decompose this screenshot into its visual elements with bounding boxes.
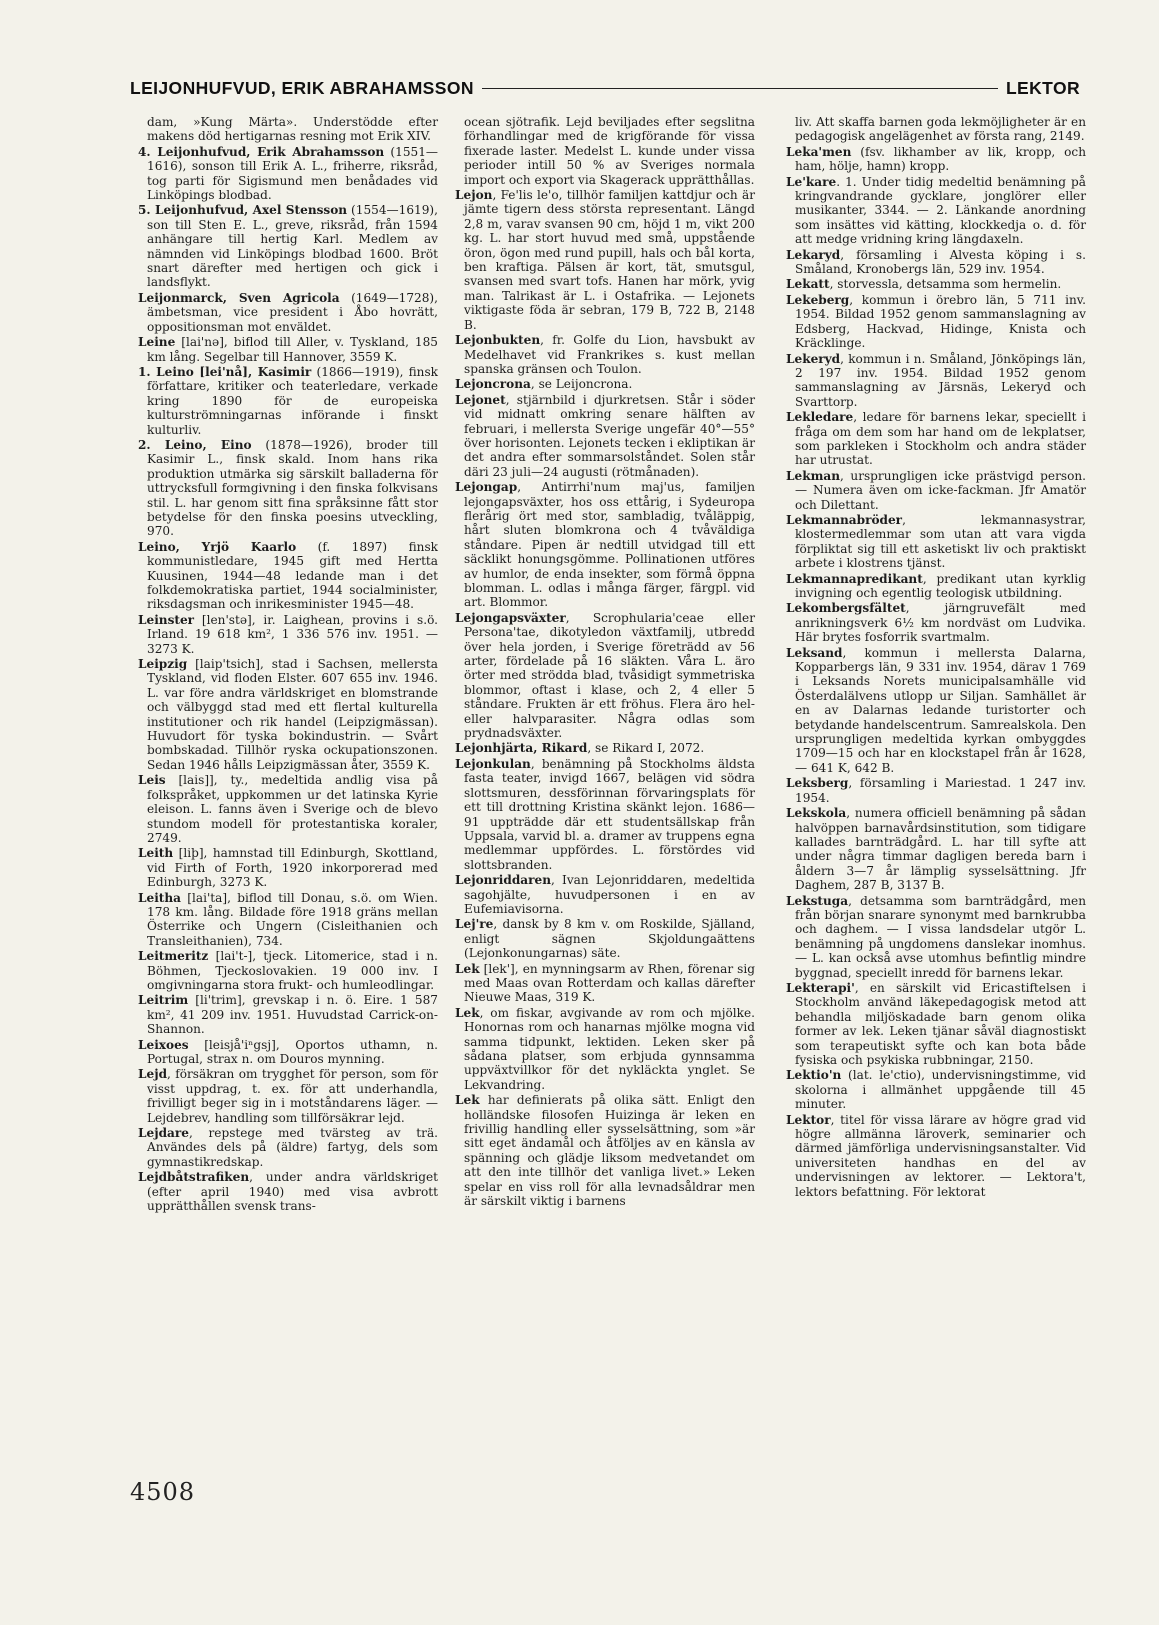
column-1	[138, 115, 438, 1214]
entry-text: , under andra världskriget (efter april 1940) med visa avbrott upprätthållen svensk trans-	[147, 1170, 438, 1214]
entry-text: , titel för vissa lärare av högre grad vid högre allmänna läroverk, seminarier och därmed jämförliga undervisningsanstalter. Vid universiteten handhas en del av undervisningen av lektorer. — Lektora't, lektors befattning. För lektorat	[795, 1112, 1086, 1199]
entry-headword: Leixoes	[138, 1037, 189, 1052]
entry-headword: Lejdbåtstrafiken	[138, 1170, 250, 1185]
entry-headword: Lekeryd	[786, 351, 841, 366]
entry-text: [liþ], hamnstad till Edinburgh, Skottland, vid Firth of Forth, 1920 inkorporerad med Edinburgh, 3273 K.	[147, 846, 438, 890]
dictionary-entry	[455, 741, 755, 755]
entry-headword: Lekmannapredikant	[786, 571, 923, 586]
entry-headword: Lekaryd	[786, 247, 841, 262]
dictionary-entry	[786, 277, 1086, 291]
dictionary-entry	[138, 115, 438, 144]
entry-headword: Lektor	[786, 1112, 831, 1127]
dictionary-entry	[138, 540, 438, 612]
entry-headword: Lejonet	[455, 392, 506, 407]
dictionary-entry	[786, 115, 1086, 144]
entry-text: [lai'nə], biflod till Aller, v. Tyskland, 185 km lång. Segelbar till Hannover, 3559 K.	[147, 335, 438, 364]
dictionary-entry	[786, 776, 1086, 805]
dictionary-entry	[455, 757, 755, 872]
entry-text: [lek'], en mynningsarm av Rhen, förenar sig med Maas ovan Rotterdam och kallas därefter Nieuwe Maas, 319 K.	[464, 961, 755, 1005]
entry-headword: Leinster	[138, 612, 195, 627]
dictionary-entry	[138, 613, 438, 656]
entry-headword: Leine	[138, 335, 176, 350]
dictionary-entry	[138, 846, 438, 889]
entry-text: [lai'ta], biflod till Donau, s.ö. om Wien. 178 km. lång. Bildade före 1918 gräns mellan Österrike och Ungern (Cisleithanien och Transleithanien), 734.	[147, 890, 438, 948]
dictionary-entry	[455, 333, 755, 376]
entry-text: , församling i Mariestad. 1 247 inv. 1954.	[795, 776, 1086, 805]
entry-text: (1551—1616), sonson till Erik A. L., friherre, riksråd, tog parti för Sigismund men benådades vid Linköpings blodbad.	[147, 144, 438, 203]
entry-text: , kommun i mellersta Dalarna, Kopparbergs län, 9 331 inv. 1954, därav 1 769 i Leksands Norets municipalsamhälle vid Österdalälvens utlopp ur Siljan. Samhället är en av Dalarnas ledande turistorter och betydande handelscentrum. Samrealskola. Den ursprungligen medeltida kyrkan ombyggdes 1709—15 och har en klockstapel från år 1628, — 641 K, 642 B.	[795, 645, 1086, 775]
entry-headword: Lejonkulan	[455, 756, 531, 771]
entry-text: [li'trim], grevskap i n. ö. Eire. 1 587 km², 41 209 inv. 1951. Huvudstad Carrick-on-Shannon.	[147, 993, 438, 1037]
entry-text: , försäkran om trygghet för person, som för visst uppdrag, t. ex. för att underhandla, frivilligt beger sig in i motståndarens läger. — Lejdebrev, handling som tillförsäkrar lejd.	[147, 1067, 438, 1125]
entry-headword: Lekskola	[786, 806, 847, 821]
dictionary-entry	[786, 352, 1086, 410]
dictionary-entry	[455, 393, 755, 479]
entry-headword: Leino, Yrjö Kaarlo	[138, 539, 297, 554]
entry-text: liv. Att skaffa barnen goda lekmöjligheter är en pedagogisk angelägenhet av första rang, 2149.	[795, 115, 1086, 144]
entry-text: , lekmannasystrar, klostermedlemmar som utan att vara vigda förpliktat sig till ett asketiskt liv och praktiskt arbete i klostrens tjänst.	[795, 512, 1086, 571]
entry-headword: 5. Leijonhufvud, Axel Stensson	[138, 203, 348, 218]
entry-text: ocean sjötrafik. Lejd beviljades efter segslitna förhandlingar med de krigförande för vissa fixerade laster. Medelst L. kunde under vissa perioder intill 50 % av Sveriges normala import och export via Skagerack upprätthållas.	[464, 115, 755, 187]
entry-text: , stjärnbild i djurkretsen. Står i söder vid midnatt omkring senare hälften av februari, i mellersta Sverige ungefär 40°—55° över horisonten. Lejonets tecken i ekliptikan är det andra efter sommarsolståndet. Solen står däri 23 juli—24 augusti (rötmånaden).	[464, 392, 755, 479]
dictionary-entry	[138, 335, 438, 364]
dictionary-entry	[786, 293, 1086, 351]
entry-headword: Lejdare	[138, 1126, 189, 1141]
entry-text: har definierats på olika sätt. Enligt den holländske filosofen Huizinga är leken en frivillig handling eller sysselsättning, som »är sitt eget ändamål och åtföljes av en känsla av spänning och glädje liksom medvetandet om att den inte tillhör det vanliga livet.» Leken spelar en viss roll för alla levnadsåldrar men är särskilt viktig i barnens	[464, 1093, 755, 1209]
entry-headword: Lekmannabröder	[786, 512, 903, 527]
entry-text: , ursprungligen icke prästvigd person. — Numera även om icke-fackman. Jfr Amatör och Dilettant.	[795, 468, 1086, 512]
entry-headword: Lektio'n	[786, 1068, 842, 1083]
dictionary-entry	[455, 611, 755, 741]
dictionary-entry	[786, 175, 1086, 247]
page-number: 4508	[130, 1478, 196, 1506]
header-rule	[482, 88, 998, 89]
entry-text: [leisjå'iⁿgsj], Oportos uthamn, n. Portugal, strax n. om Douros mynning.	[147, 1037, 438, 1066]
entry-text: , om fiskar, avgivande av rom och mjölke. Honornas rom och hanarnas mjölke mogna vid samma tidpunkt, lektiden. Leken sker på sådana platser, som erbjuda gynnsamma uppväxtvillkor för det nykläckta ynglet. Se Lekvandring.	[464, 1005, 755, 1092]
entry-headword: Lej're	[455, 917, 494, 932]
entry-text: [lais]], ty., medeltida andlig visa på folkspråket, uppkommen ur det latinska Kyrie eleison. L. fanns även i Sverige och de blevo stundom modell för protestantiska koraler, 2749.	[147, 773, 438, 845]
dictionary-entry	[455, 377, 755, 391]
entry-headword: Lekeberg	[786, 292, 850, 307]
entry-text: , kommun i örebro län, 5 711 inv. 1954. Bildad 1952 genom sammanslagning av Edsberg, Hackvad, Hidinge, Knista och Kräcklinge.	[795, 292, 1086, 351]
entry-headword: Leksberg	[786, 776, 849, 791]
dictionary-entry	[138, 1067, 438, 1125]
entry-text: , församling i Alvesta köping i s. Småland, Kronobergs län, 529 inv. 1954.	[795, 247, 1086, 277]
dictionary-entry	[786, 601, 1086, 644]
entry-headword: Lekman	[786, 468, 841, 483]
entry-headword: Lekombergsfältet	[786, 601, 906, 616]
entry-headword: Lejonhjärta, Rikard	[455, 741, 588, 756]
entry-headword: 4. Leijonhufvud, Erik Abrahamsson	[138, 144, 385, 159]
entry-text: , ledare för barnens lekar, speciellt i fråga om dem som har hand om de lekplatser, som parkleken i Stockholm och andra städer har utrustat.	[795, 410, 1086, 468]
entry-text: (1878—1926), broder till Kasimir L., finsk skald. Inom hans rika produktion utmärka sig särskilt balladerna för uttrycksfull formgivning i den finska folkvisans stil. L. har genom sitt fina språksinne fått stor betydelse för den finska poesins utveckling, 970.	[147, 437, 438, 539]
entry-headword: Lejonbukten	[455, 333, 541, 348]
dictionary-entry	[786, 410, 1086, 468]
dictionary-entry	[138, 291, 438, 334]
column-3	[786, 115, 1086, 1200]
dictionary-entry	[455, 917, 755, 960]
dictionary-entry	[138, 773, 438, 845]
entry-text: , Antirrhi'num maj'us, familjen lejongapsväxter, hos oss ettårig, i Sydeuropa flerårig ört med stor, sambladig, tvåläppig, hårt sluten blomkrona och 4 tvåväldiga ståndare. Pipen är nedtill utvidgad till ett säcklikt honungsgömme. Pollinationen utföres av humlor, de enda insekter, som förmå öppna blomman. L. odlas i många färger, färgpl. vid art. Blommor.	[464, 480, 755, 610]
dictionary-entry	[455, 1006, 755, 1092]
entry-text: , Scrophularia'ceae eller Persona'tae, dikotyledon växtfamilj, utbredd över hela jorden, i Sverige företrädd av 56 arter, fördelade på 16 släkten. Våra L. äro örter med strödda blad, tvåsidigt symmetriska blommor, oftast i klase, och 2, 4 eller 5 ståndare. Frukten är ett fröhus. Flera äro hel- eller halvparasiter. Några odlas som prydnadsväxter.	[464, 610, 755, 741]
entry-headword: Leksand	[786, 645, 843, 660]
dictionary-entry	[786, 806, 1086, 892]
dictionary-entry	[138, 891, 438, 949]
entry-text: , Fe'lis le'o, tillhör familjen kattdjur och är jämte tigern dess största representant. Längd 2,8 m, varav svansen 90 cm, höjd 1 m, vikt 200 kg. L. har stort huvud med små, uppstående öron, ögon med rund pupill, hals och bål korta, ben kraftiga. Pälsen är kort, tät, smutsgul, svansen med svart tofs. Hanen har mörk, yvig man. Talrikast är L. i Ostafrika. — Lejonets viktigaste föda är sebran, 179 B, 722 B, 2148 B.	[464, 188, 755, 332]
dictionary-entry	[138, 1170, 438, 1213]
dictionary-entry	[138, 949, 438, 992]
entry-text: (1554—1619), son till Sten E. L., greve, riksråd, från 1594 anhängare till hertig Karl. Medlem av nämnden vid Linköpings blodbad 1600. Bröt snart därefter med hertigen och gick i landsflykt.	[147, 203, 438, 290]
entry-text: [lai't-], tjeck. Litomerice, stad i n. Böhmen, Tjeckoslovakien. 19 000 inv. I omgivningarna stora frukt- och humleodlingar.	[147, 949, 438, 992]
dictionary-entry	[455, 1093, 755, 1208]
dictionary-entry	[786, 513, 1086, 571]
dictionary-entry	[138, 365, 438, 437]
entry-headword: Leka'men	[786, 144, 852, 159]
entry-text: (f. 1897) finsk kommunistledare, 1945 gift med Hertta Kuusinen, 1944—48 ledande man i det folkdemokratiska partiet, 1944 socialminister, riksdagsman och inrikesminister 1945—48.	[147, 539, 438, 612]
entry-text: [len'stə], ir. Laighean, provins i s.ö. Irland. 19 618 km², 1 336 576 inv. 1951. — 3273 K.	[147, 612, 438, 656]
entry-headword: Lejongap	[455, 480, 518, 495]
dictionary-entry	[786, 248, 1086, 277]
entry-headword: 2. Leino, Eino	[138, 437, 252, 452]
entry-headword: Lejonriddaren	[455, 873, 552, 888]
entry-headword: Lejongapsväxter	[455, 610, 566, 625]
entry-headword: Le'kare	[786, 174, 837, 189]
dictionary-entry	[138, 145, 438, 203]
dictionary-entry	[138, 438, 438, 539]
entry-text: (1649—1728), ämbetsman, vice president i Åbo hovrätt, oppositionsman mot enväldet.	[147, 290, 438, 334]
entry-headword: 1. Leino [lei'nå], Kasimir	[138, 364, 312, 379]
dictionary-entry	[786, 981, 1086, 1067]
entry-headword: Leith	[138, 846, 174, 861]
dictionary-entry	[786, 646, 1086, 776]
header-left-title: LEIJONHUFVUD, ERIK ABRAHAMSSON	[130, 78, 474, 98]
entry-headword: Lekatt	[786, 277, 830, 292]
dictionary-entry	[786, 1068, 1086, 1111]
entry-text: , detsamma som barnträdgård, men från början snarare synonymt med barnkrubba och daghem. — I vissa landsdelar utgör L. benämning på ungdomens danslekar inomhus. — L. kan också avse utomhus befintlig mindre byggnad, speciellt inredd för barnens lekar.	[795, 893, 1086, 980]
entry-headword: Lekterapi'	[786, 980, 855, 995]
entry-headword: Leitrim	[138, 993, 189, 1008]
entry-text: , dansk by 8 km v. om Roskilde, Själland, enligt sägnen Skjoldungaättens (Lejonkonungarnas) säte.	[464, 917, 755, 961]
dictionary-entry	[786, 1113, 1086, 1199]
entry-headword: Leipzig	[138, 657, 188, 672]
entry-text: , en särskilt vid Ericastiftelsen i Stockholm använd läkepedagogisk metod att behandla miljöskadade barn genom olika former av lek. Leken tjänar såväl diagnostiskt som terapeutiskt syfte och kan bota både fysiska och psykiska rubbningar, 2150.	[795, 980, 1086, 1067]
entry-text: (1866—1919), finsk författare, kritiker och teaterledare, verkade kring 1890 för de europeiska kulturströmningarnas införande i finskt kulturliv.	[147, 364, 438, 437]
entry-text: (lat. le'ctio), undervisningstimme, vid skolorna i allmänhet uppgående till 45 minuter.	[795, 1068, 1086, 1112]
dictionary-entry	[786, 894, 1086, 980]
dictionary-entry	[455, 188, 755, 332]
entry-text: , repstege med tvärsteg av trä. Användes dels på (äldre) fartyg, dels som gymnastikredskap.	[147, 1126, 438, 1169]
entry-headword: Lejoncrona	[455, 377, 531, 392]
entry-text: , järngruvefält med anrikningsverk 6½ km nordväst om Ludvika. Här brytes fosforrik svartmalm.	[795, 601, 1086, 645]
dictionary-entry	[455, 962, 755, 1005]
entry-headword: Leitmeritz	[138, 949, 209, 964]
entry-text: , numera officiell benämning på sådan halvöppen barnavårdsinstitution, som tidigare kallades barnträdgård. L. har till syfte att under några timmar dagligen bereda barn i åldern 3—7 år lämplig sysselsättning. Jfr Daghem, 287 B, 3137 B.	[795, 806, 1086, 893]
dictionary-entry	[138, 1126, 438, 1169]
entry-headword: Lek	[455, 1005, 480, 1020]
entry-text: , fr. Golfe du Lion, havsbukt av Medelhavet vid Frankrikes s. kust mellan spanska gränsen och Toulon.	[464, 333, 755, 376]
entry-headword: Lek	[455, 961, 480, 976]
dictionary-entry	[786, 572, 1086, 601]
entry-headword: Leis	[138, 773, 166, 788]
running-header	[130, 78, 1080, 99]
dictionary-entry	[138, 657, 438, 772]
dictionary-entry	[786, 469, 1086, 512]
entry-headword: Lejd	[138, 1067, 168, 1082]
dictionary-entry	[786, 145, 1086, 174]
entry-text: (fsv. likhamber av lik, kropp, och ham, hölje, hamn) kropp.	[795, 144, 1086, 174]
entry-text: , Ivan Lejonriddaren, medeltida sagohjälte, huvudpersonen i en av Eufemiavisorna.	[464, 873, 755, 916]
dictionary-entry	[455, 480, 755, 610]
column-2	[455, 115, 755, 1209]
entry-headword: Lejon	[455, 188, 493, 203]
entry-headword: Lek	[455, 1093, 480, 1108]
header-right-title: LEKTOR	[1005, 78, 1080, 98]
entry-text: dam, »Kung Märta». Understödde efter makens död hertigarnas resning mot Erik XIV.	[147, 115, 438, 144]
dictionary-entry	[455, 115, 755, 187]
entry-text: , kommun i n. Småland, Jönköpings län, 2 197 inv. 1954. Bildad 1952 genom sammanslagning av Järsnäs, Lekeryd och Svarttorp.	[795, 351, 1086, 409]
entry-text: , se Rikard I, 2072.	[587, 741, 705, 756]
dictionary-entry	[138, 993, 438, 1036]
entry-text: , se Leijoncrona.	[530, 377, 633, 392]
entry-text: . 1. Under tidig medeltid benämning på kringvandrande gycklare, jonglörer eller musikanter, 3344. — 2. Länkande anordning som insättes vid kätting, klockkedja o. d. för att medge vridning kring längdaxeln.	[795, 174, 1086, 247]
dictionary-entry	[138, 1038, 438, 1067]
entry-text: , predikant utan kyrklig invigning och egentlig teologisk utbildning.	[795, 571, 1086, 600]
entry-headword: Lekledare	[786, 410, 854, 425]
dictionary-entry	[455, 873, 755, 916]
entry-headword: Leijonmarck, Sven Agricola	[138, 290, 340, 305]
entry-text: , benämning på Stockholms äldsta fasta teater, invigd 1667, belägen vid södra slottsmuren, dessförinnan förvaringsplats för ett till drottning Kristina skänkt lejon. 1686—91 uppträdde där ett studentsällskap från Uppsala, varvid bl. a. dramer av truppens egna medlemmar uppfördes. L. förstördes vid slottsbranden.	[464, 756, 755, 872]
dictionary-entry	[138, 203, 438, 289]
entry-headword: Lekstuga	[786, 893, 849, 908]
entry-text: , storvessla, detsamma som hermelin.	[829, 277, 1062, 292]
entry-text: [laip'tsich], stad i Sachsen, mellersta Tyskland, vid floden Elster. 607 655 inv. 1946. L. var före andra världskriget en blomstrande och välbyggd stad med ett flertal kulturella institutioner och rik handel (Leipzigmässan). Huvudort för tyska bokindustrin. — Svårt bombskadad. Tillhör ryska ockupationszonen. Sedan 1946 hålls Leipzigmässan åter, 3559 K.	[147, 657, 438, 772]
entry-headword: Leitha	[138, 890, 182, 905]
